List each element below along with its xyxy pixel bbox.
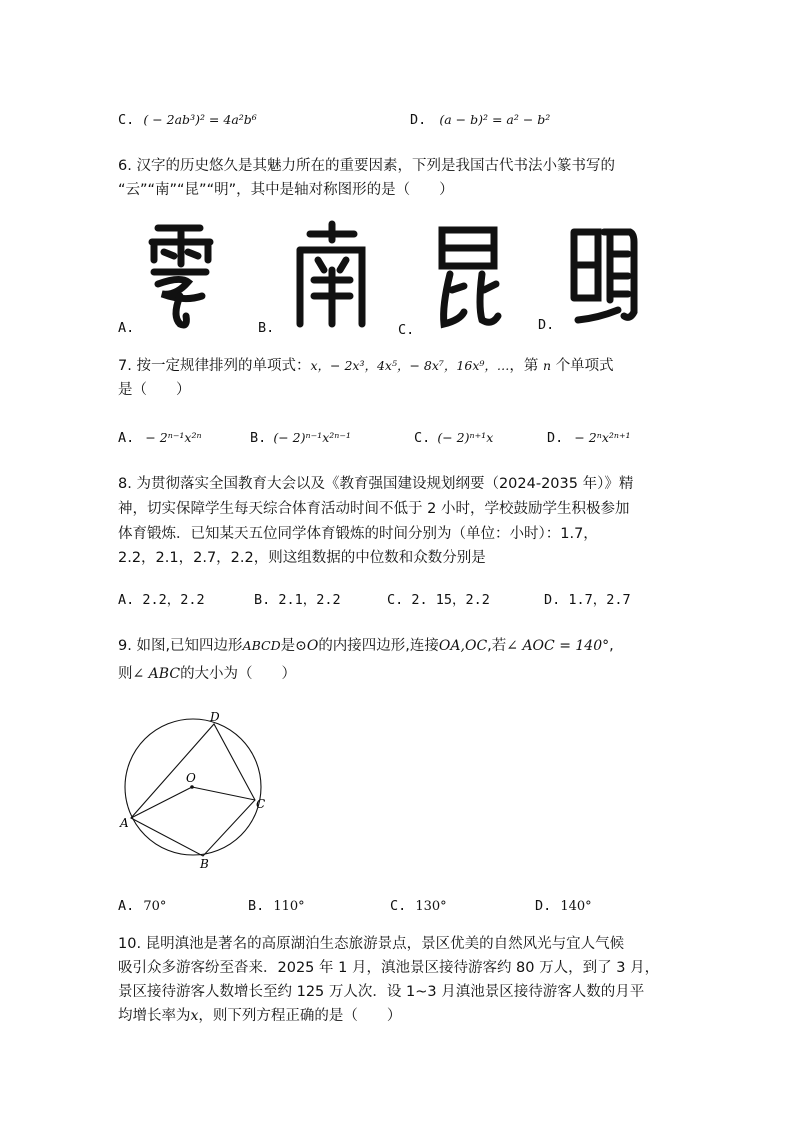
seal-glyph-yun	[118, 220, 258, 335]
q7-option-d	[547, 426, 631, 450]
q6-option-d	[538, 220, 678, 335]
segment-oc	[192, 787, 255, 800]
q7-sequence-terms: x，− 2x³，4x⁵，− 8x⁷，16x⁹，…	[310, 358, 510, 373]
q7-stem-text: 7. 按一定规律排列的单项式：	[118, 358, 311, 374]
q10-stem-text: 均增长率为	[118, 1008, 191, 1024]
option-letter: B.	[248, 898, 265, 914]
q10-stem-line3: 景区接待游客人数增长至约 125 万人次．设 1~3 月滇池景区接待游客人数的月平	[118, 984, 645, 1000]
option-letter: C.	[414, 430, 431, 446]
q6-stem-line2: “云”“南”“昆”“明”，其中是轴对称图形的是（ ）	[118, 182, 454, 198]
math-expression: ( − 2ab³)² = 4a²b⁶	[143, 112, 257, 127]
q9-target-angle: ∠ ABC	[132, 666, 181, 682]
seal-glyph-nan	[258, 220, 398, 335]
label-o: O	[186, 771, 196, 785]
q6-option-b	[258, 220, 398, 335]
q9-option-c	[390, 894, 447, 918]
q7-n-variable: n	[543, 358, 552, 373]
option-letter: B.	[250, 430, 267, 446]
option-letter: D.	[535, 898, 552, 914]
q5-option-d	[410, 108, 550, 132]
q9-stem-text: 9. 如图,已知四边形	[118, 638, 243, 654]
q8-stem-line4: 2.2，2.1，2.7，2.2，则这组数据的中位数和众数分别是	[118, 550, 486, 566]
q6-option-a	[118, 220, 258, 335]
math-expression: (− 2)ⁿ⁺¹x	[437, 430, 494, 445]
seal-glyph-ming	[538, 220, 678, 335]
q9-option-a	[118, 894, 166, 918]
q9-stem-text-3: 的内接四边形,连接	[318, 638, 439, 654]
q10-stem-line4	[118, 1004, 401, 1028]
circle-quadrilateral-diagram	[115, 705, 275, 870]
q6-option-a-letter: A.	[118, 320, 135, 336]
label-a: A	[120, 816, 129, 830]
option-value: 70°	[143, 899, 167, 914]
q7-stem-line2: 是（ ）	[118, 382, 191, 398]
quadrilateral-abcd	[131, 724, 255, 856]
q8-stem-line3: 体育锻炼．已知某天五位同学体育锻炼的时间分别为（单位：小时）：1.7，	[118, 526, 598, 542]
segment-oa	[131, 787, 192, 818]
q10-stem-text-2: ，则下列方程正确的是（ ）	[198, 1008, 402, 1024]
q9-stem-text-7: 的大小为（ ）	[180, 666, 297, 682]
q9-given-angle: ∠ AOC = 140°	[506, 638, 610, 654]
center-point	[190, 785, 194, 789]
q8-option-a: A. 2.2，2.2	[118, 592, 205, 608]
q6-option-c-letter: C.	[398, 322, 415, 338]
q10-x-variable: x	[190, 1008, 199, 1024]
option-letter: A.	[118, 898, 135, 914]
option-letter: D.	[410, 112, 427, 128]
option-value: 140°	[560, 899, 592, 914]
option-letter: D.	[547, 430, 564, 446]
option-letter: C.	[118, 112, 135, 128]
q9-stem-line2	[118, 662, 296, 686]
q9-stem-text-6: 则	[118, 666, 133, 682]
label-d: D	[210, 710, 220, 724]
q7-stem-text-2: ，第	[509, 358, 539, 374]
q10-stem-line1: 10. 昆明滇池是著名的高原湖泊生态旅游景点，景区优美的自然风光与宜人气候	[118, 936, 625, 952]
q7-stem-line1	[118, 354, 614, 378]
option-letter: A.	[118, 430, 135, 446]
q9-stem-text-4: ,若	[487, 638, 507, 654]
q9-stem-text-5: ,	[609, 638, 614, 654]
math-expression: (− 2)ⁿ⁻¹x²ⁿ⁻¹	[273, 430, 351, 445]
q6-option-b-letter: B.	[258, 320, 275, 336]
q9-stem-text-2: 是	[280, 638, 296, 654]
q10-stem-line2: 吸引众多游客纷至沓来．2025 年 1 月，滇池景区接待游客约 80 万人，到了 3 月，	[118, 960, 660, 976]
q6-stem-line1: 6. 汉字的历史悠久是其魅力所在的重要因素，下列是我国古代书法小篆书写的	[118, 158, 615, 174]
q9-option-b	[248, 894, 305, 918]
math-expression: (a − b)² = a² − b²	[439, 112, 551, 127]
q8-option-c: C. 2. 15，2.2	[387, 592, 490, 608]
math-expression: − 2ⁿx²ⁿ⁺¹	[574, 430, 631, 445]
seal-glyph-kun	[398, 220, 538, 335]
q9-figure	[115, 705, 275, 870]
q6-option-c	[398, 220, 538, 335]
label-c: C	[256, 797, 266, 811]
q9-stem-line1	[118, 634, 614, 658]
q8-option-d: D. 1.7，2.7	[544, 592, 631, 608]
q8-stem-line1: 8. 为贯彻落实全国教育大会以及《教育强国建设规划纲要（2024-2035 年）》精	[118, 476, 634, 492]
option-value: 110°	[273, 899, 305, 914]
option-letter: C.	[390, 898, 407, 914]
q9-segments: OA,OC	[438, 638, 488, 654]
q6-option-d-letter: D.	[538, 317, 555, 333]
option-value: 130°	[415, 899, 447, 914]
q7-option-a	[118, 426, 202, 450]
q7-option-c	[414, 426, 493, 450]
q5-option-c	[118, 108, 257, 132]
label-b: B	[200, 857, 209, 870]
q8-stem-line2: 神，切实保障学生每天综合体育活动时间不低于 2 小时，学校鼓励学生积极参加	[118, 501, 630, 517]
q9-circle-symbol: ⊙O	[295, 638, 319, 654]
q7-option-b	[250, 426, 351, 450]
q9-quadrilateral-name: ABCD	[242, 638, 281, 653]
q9-option-d	[535, 894, 592, 918]
math-expression: − 2ⁿ⁻¹x²ⁿ	[145, 430, 202, 445]
q7-stem-text-3: 个单项式	[555, 358, 614, 374]
q8-option-b: B. 2.1，2.2	[254, 592, 341, 608]
